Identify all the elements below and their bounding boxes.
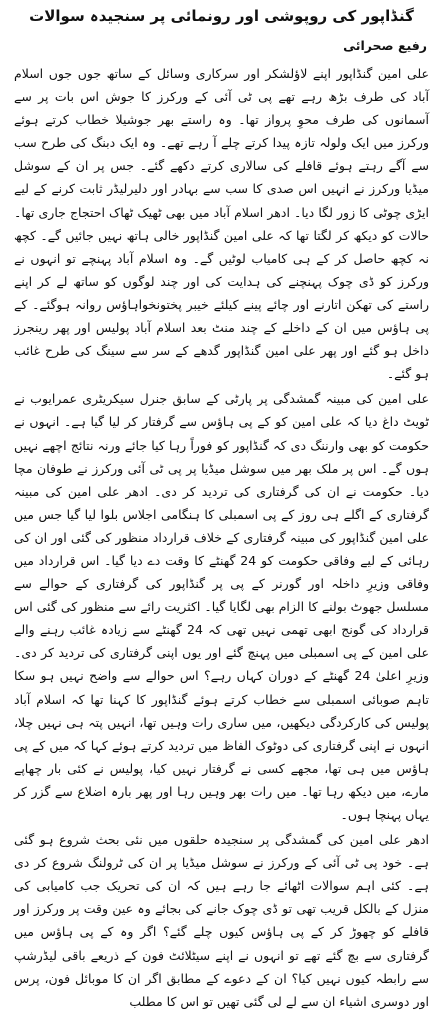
article-paragraph-1: علی امین گنڈاپور اپنے لاؤلشکر اور سرکاری وسائل کے ساتھ جوں جوں اسلام آباد کی طرف بڑھ رہے تھے پی ٹی آئی کے ورکرز کا جوش اس بات پر سے آسمانوں کی طرف محوِ پرواز تھا۔ وہ راستے بھر جوشیلا خطاب کرتے ہوئے ورکرز میں ایک ولولہ تازہ پیدا کرتے چلے آ رہے تھے۔ وہ ایک دبنگ کی طرح سب سے آگے رہتے ہوئے قافلے کی سالاری کرتے دکھے گئے۔ جس پر ان کے سوشل میڈیا ورکرز نے انہیں اس صدی کا سب سے بہادر اور دلیرلیڈر ثابت کرنے کے لیے ایڑی چوٹی کا زور لگا دیا۔ ادھر اسلام آباد میں بھی ٹھیک ٹھاک احتجاج جاری تھا۔ حالات کو دیکھ کر لگتا تھا کہ علی امین گنڈاپور خالی ہاتھ نہیں جائیں گے۔ کچھ نہ کچھ حاصل کر کے ہی کامیاب لوٹیں گے۔ وہ اسلام آباد پہنچے تو انہوں نے ورکرز کو ڈی چوک پہنچنے کی ہدایت کی اور چند لوگوں کو ساتھ لے کر اپنے راستے کی تھکن اتارنے اور چائے پینے کیلئے خیبر پختونخواہاؤس روانہ ہوگئے۔ کے پی ہاؤس میں ان کے داخلے کے چند منٹ بعد اسلام آباد پولیس اور پھر رینجرز داخل ہو گئے اور پھر علی امین گنڈاپور گدھے کے سر سے سینگ کی طرح غائب ہو گئے۔	[14, 66, 429, 382]
article-paragraph-3: ادھر علی امین کی گمشدگی پر سنجیدہ حلقوں میں نئی بحث شروع ہو گئی ہے۔ خود پی ٹی آئی کے ورکرز نے سوشل میڈیا پر ان کی ٹرولنگ شروع کر دی ہے۔ کئی اہم سوالات اٹھائے جا رہے ہیں کہ ان کی تحریک جب کامیابی کی منزل کے بالکل قریب تھی تو ڈی چوک جانے کی بجائے وہ عین وقت پر ورکرز اور قافلے کو چھوڑ کر کے پی ہاؤس کیوں چلے گئے؟ اگر وہ کے پی ہاؤس میں گرفتاری سے بچ گئے تھے تو انہوں نے اپنے سیٹلائٹ فون کے ذریعے باقی لیڈرشپ سے رابطہ کیوں نہیں کیا؟ ان کے دعوے کے مطابق اگر ان کا موبائل فون، پرس اور دوسری اشیاء ان سے لے لی گئی تھیں تو اس کا مطلب	[14, 832, 429, 1009]
article-body	[14, 62, 429, 1013]
article-paragraph-2: علی امین کی مبینہ گمشدگی پر پارٹی کے سابق جنرل سیکریٹری عمرایوب نے ٹویٹ داغ دیا کہ علی امین کو کے پی ہاؤس سے گرفتار کر لیا گیا ہے۔ انہوں نے حکومت کو بھی وارننگ دی کہ گنڈاپور کو فوراً رہا کیا جائے ورنہ نتائج اچھے نہیں ہوں گے۔ اس پر ملک بھر میں سوشل میڈیا پر پی ٹی آئی ورکرز نے طوفان مچا دیا۔ حکومت نے ان کی گرفتاری کی تردید کر دی۔ ادھر علی امین کی مبینہ گرفتاری کے اگلے ہی روز کے پی اسمبلی کا ہنگامی اجلاس بلوا لیا گیا جس میں علی امین گنڈاپور کی مبینہ گرفتاری کے خلاف قرارداد منظور کی گئی اور ان کی رہائی کے لیے وفاقی حکومت کو 24 گھنٹے کا وقت دے دیا گیا۔ اس قرارداد میں وفاقی وزیرِ داخلہ اور گورنر کے پی پر گنڈاپور کی گرفتاری کے حوالے سے مسلسل جھوٹ بولنے کا الزام بھی لگایا گیا۔ اکثریت رائے سے منظور کی گئی اس قرارداد کی گونج ابھی تھمی نہیں تھی کہ 24 گھنٹے سے زیادہ غائب رہنے والے علی امین کے پی اسمبلی میں پہنچ گئے اور یوں اپنی گرفتاری کی تردید کر دی۔ وزیرِ اعلیٰ 24 گھنٹے کے دوران کہاں رہے؟ اس حوالے سے واضح نہیں ہو سکا تاہم صوبائی اسمبلی سے خطاب کرتے ہوئے گنڈاپور کا کہنا تھا کہ اسلام آباد پولیس کی کارکردگی دیکھیں، میں ساری رات وہیں تھا، انہیں پتہ ہی نہیں چلا، انہوں نے اپنی گرفتاری کی دوٹوک الفاظ میں تردید کرتے ہوئے کہا کہ میں کے پی ہاؤس میں ہی تھا، مجھے کسی نے گرفتار نہیں کیا، پولیس نے کئی بار چھاپے مارے، میں دیکھ رہا تھا۔ میں رات بھر وہیں رہا اور پھر بارہ اضلاع سے گزر کر یہاں پہنچا ہوں۔	[14, 391, 430, 822]
article-title: گنڈاپور کی روپوشی اور رونمائی پر سنجیدہ سوالات	[29, 7, 414, 25]
author-name: رفیع صحرائی	[343, 38, 427, 53]
